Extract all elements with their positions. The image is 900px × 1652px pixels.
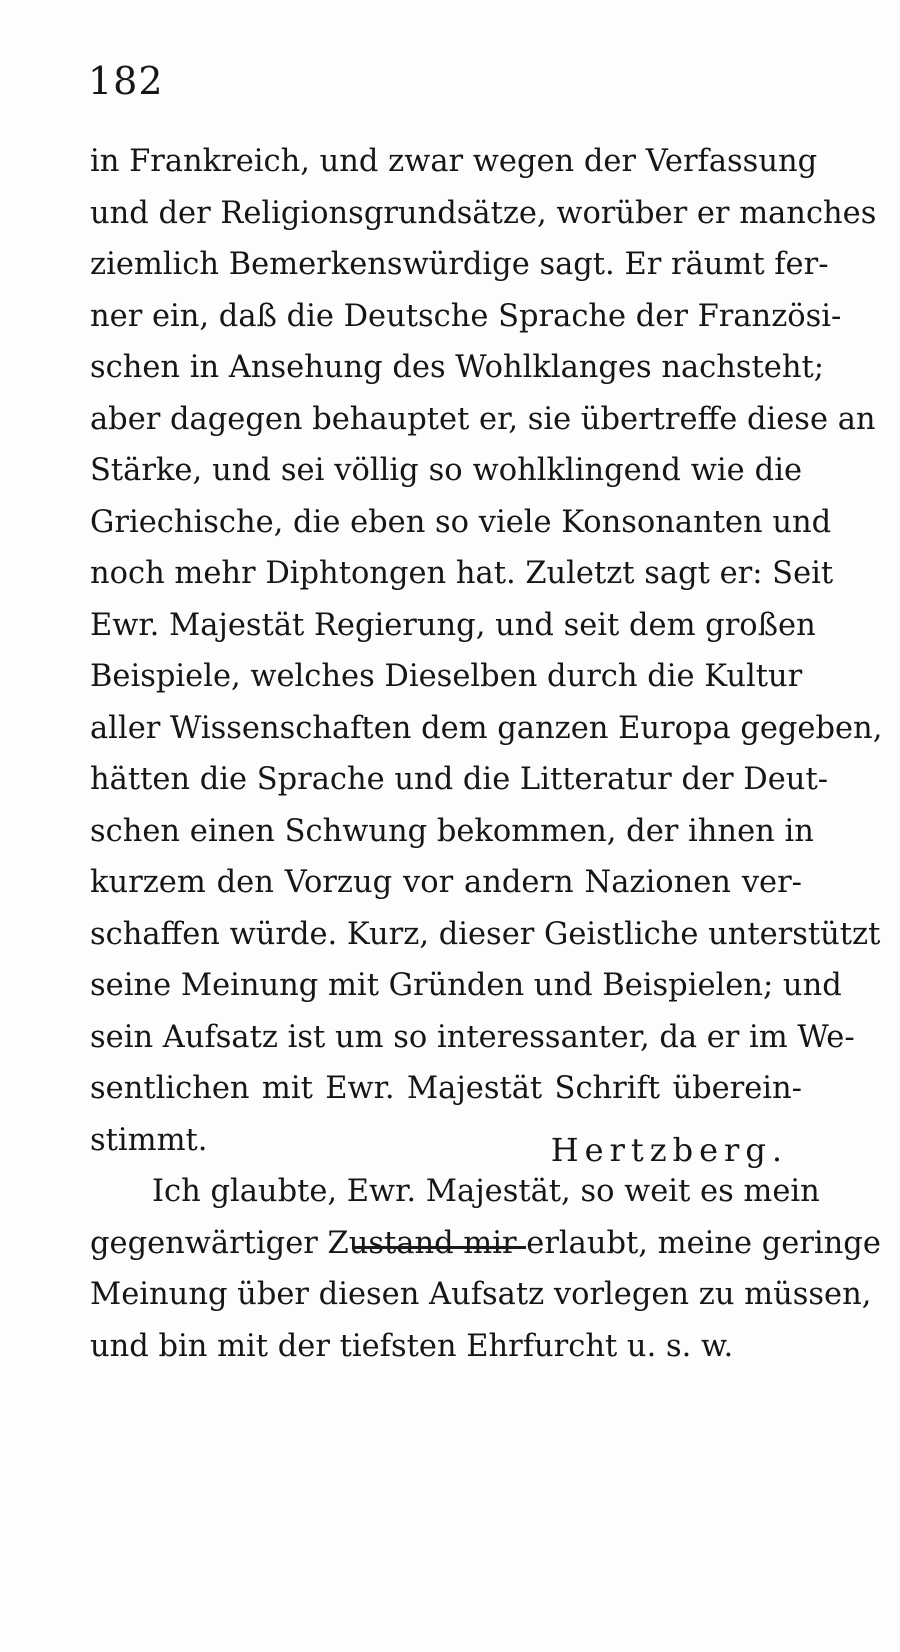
text-line: kurzem den Vorzug vor andern Nazionen ver-: [90, 865, 802, 900]
text-line: noch mehr Diphtongen hat. Zuletzt sagt er: Seit: [90, 556, 834, 591]
text-line: sein Aufsatz ist um so interessanter, da er im We-: [90, 1019, 855, 1055]
text-line: Meinung über diesen Aufsatz vorlegen zu müssen,: [90, 1277, 872, 1312]
body-text: [90, 136, 883, 1372]
page-number: 182: [88, 59, 164, 103]
text-line: in Frankreich, und zwar wegen der Verfassung: [90, 144, 818, 179]
text-line: ziemlich Bemerkenswürdige sagt. Er räumt fer-: [90, 247, 829, 282]
text-line: schen einen Schwung bekommen, der ihnen in: [90, 813, 814, 849]
signature: Hertzberg.: [550, 1131, 788, 1169]
text-line: seine Meinung mit Gründen und Beispielen; und: [90, 968, 842, 1003]
text-line: Griechische, die eben so viele Konsonanten und: [90, 504, 832, 540]
text-line: gegenwärtiger Zustand mir erlaubt, meine geringe: [90, 1225, 881, 1261]
text-line: sentlichen mit Ewr. Majestät Schrift überein-: [90, 1071, 802, 1106]
paragraph-2: [90, 1166, 881, 1372]
text-line: Ewr. Majestät Regierung, und seit dem großen: [90, 607, 816, 643]
text-line: Ich glaubte, Ewr. Majestät, so weit es mein: [152, 1174, 820, 1209]
text-line: ner ein, daß die Deutsche Sprache der Französi-: [90, 298, 842, 334]
text-line: und der Religionsgrundsätze, worüber er manches: [90, 195, 877, 231]
text-line: und bin mit der tiefsten Ehrfurcht u. s. w.: [90, 1328, 734, 1364]
paragraph-1: [90, 136, 883, 1169]
text-line: aller Wissenschaften dem ganzen Europa gegeben,: [90, 710, 883, 746]
text-line: aber dagegen behauptet er, sie übertreffe diese an: [90, 401, 876, 437]
text-line: Stärke, und sei völlig so wohlklingend wie die: [90, 453, 802, 488]
closing-rule: [352, 1246, 526, 1249]
text-line: schaffen würde. Kurz, dieser Geistliche unterstützt: [90, 916, 881, 952]
text-line: schen in Ansehung des Wohlklanges nachsteht;: [90, 350, 825, 385]
text-line: Beispiele, welches Dieselben durch die Kultur: [90, 659, 803, 694]
text-line: hätten die Sprache und die Litteratur der Deut-: [90, 762, 829, 797]
text-line: stimmt.: [90, 1122, 208, 1158]
